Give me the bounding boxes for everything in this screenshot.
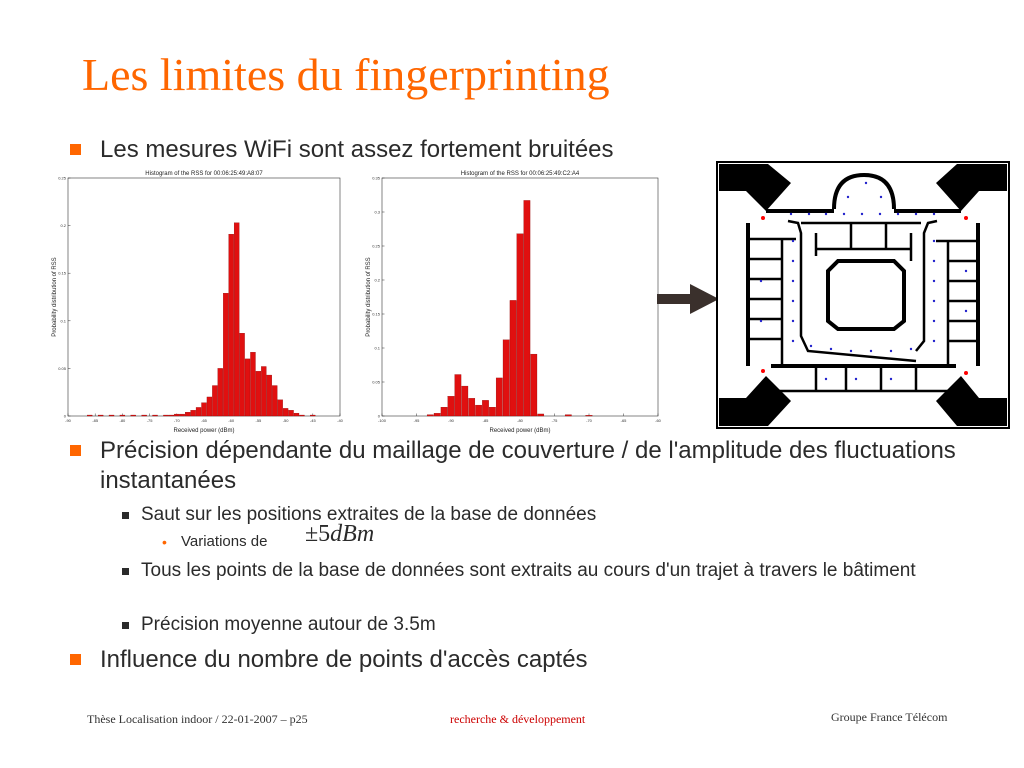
histogram-chart-2: [362, 170, 662, 435]
bullet-text: Influence du nombre de points d'accès captés: [100, 646, 588, 673]
slide-title: Les limites du fingerprinting: [82, 49, 610, 100]
x-tick-label: -80: [517, 418, 523, 423]
histogram-bar: [196, 407, 201, 416]
x-tick-label: -80: [119, 418, 126, 423]
y-tick-label: 0.05: [372, 379, 380, 385]
histogram-bar: [462, 386, 468, 416]
sub-bullet-text: Tous les points de la base de données sont extraits au cours d'un trajet à travers le bâtiment: [141, 560, 916, 581]
building-floor-plan: [716, 161, 1010, 429]
plot-area: [68, 178, 340, 416]
footer-center: recherche & développement: [450, 712, 586, 726]
histogram-bar: [448, 396, 454, 416]
chart-title: Histogram of the RSS for 00:06:25:49:C2:A4: [460, 171, 580, 177]
footer-right: Groupe France Télécom: [831, 710, 948, 724]
histogram-bar: [517, 234, 523, 416]
y-tick-label: 0.15: [58, 270, 66, 276]
sub-bullet-text: Saut sur les positions extraites de la base de données: [141, 504, 597, 525]
y-axis-label: Probability distribution of RSS: [366, 257, 372, 337]
x-tick-label: -65: [201, 418, 207, 423]
histogram-bar: [109, 415, 114, 416]
histogram-bar: [503, 340, 509, 416]
histogram-bar: [510, 300, 516, 416]
histogram-bar: [586, 415, 592, 416]
histogram-bar: [218, 368, 223, 416]
x-tick-label: -75: [551, 418, 558, 423]
square-bullet-icon: [122, 512, 129, 519]
x-tick-label: -60: [655, 418, 661, 423]
histogram-bar: [245, 359, 250, 416]
x-tick-label: -50: [282, 418, 289, 423]
histogram-bar: [207, 397, 212, 416]
histogram-bar: [87, 415, 92, 416]
sub-sub-bullet-text: Variations de: [181, 533, 268, 550]
histogram-bar: [180, 414, 185, 416]
x-tick-label: -90: [65, 418, 71, 423]
square-bullet-icon: [122, 622, 129, 629]
histogram-chart-1: [50, 170, 345, 435]
histogram-bar: [278, 400, 283, 416]
histogram-bar: [234, 223, 239, 416]
y-tick-label: 0: [63, 413, 66, 419]
dot-bullet-icon: •: [162, 534, 167, 550]
right-arrow-icon: [657, 284, 719, 314]
histogram-bar: [174, 414, 179, 416]
histogram-bar: [434, 413, 440, 416]
x-tick-label: -70: [586, 418, 592, 423]
footer-left: Thèse Localisation indoor / 22-01-2007 – p25: [87, 712, 308, 726]
formula-unit: dBm: [330, 521, 375, 547]
formula-sign: ±5: [305, 521, 331, 547]
histogram-bar: [142, 415, 147, 416]
y-axis-label: Probability distribution of RSS: [52, 257, 58, 337]
y-tick-label: 0.1: [60, 318, 66, 324]
histogram-bar: [201, 403, 206, 416]
histogram-bar: [191, 410, 196, 416]
x-tick-label: -45: [309, 418, 316, 423]
histogram-bar: [240, 333, 245, 416]
histogram-bar: [185, 412, 190, 416]
bullet-text: Précision dépendante du maillage de couverture / de l'amplitude des fluctuations instantanées: [100, 437, 956, 494]
y-tick-label: 0.15: [372, 311, 380, 317]
histogram-bar: [120, 415, 125, 416]
histogram-bar: [565, 415, 571, 416]
histogram-bar: [294, 413, 299, 416]
y-tick-label: 0: [377, 413, 380, 419]
histogram-bar: [212, 386, 217, 416]
x-tick-label: -90: [448, 418, 454, 423]
x-tick-label: -40: [337, 418, 343, 423]
x-tick-label: -70: [173, 418, 180, 423]
histogram-bar: [496, 378, 502, 416]
y-tick-label: 0.25: [372, 243, 380, 249]
histogram-bar: [283, 408, 288, 416]
histogram-bar: [223, 293, 228, 416]
x-axis-label: Received power (dBm): [173, 428, 235, 434]
square-bullet-icon: [70, 654, 81, 665]
y-tick-label: 0.05: [58, 365, 66, 371]
square-bullet-icon: [122, 568, 129, 575]
x-tick-label: -55: [255, 418, 262, 423]
histogram-bar: [267, 375, 272, 416]
histogram-bar: [153, 415, 158, 416]
x-axis-label: Received power (dBm): [489, 428, 551, 434]
y-tick-label: 0.2: [60, 223, 66, 229]
histogram-bar: [131, 415, 136, 416]
histogram-bar: [250, 352, 255, 416]
histogram-bar: [289, 410, 294, 416]
histogram-bar: [299, 415, 304, 416]
square-bullet-icon: [70, 445, 81, 456]
histogram-bar: [229, 234, 234, 416]
histogram-bar: [427, 415, 433, 416]
y-tick-label: 0.35: [372, 175, 380, 181]
square-bullet-icon: [70, 144, 81, 155]
histogram-bar: [261, 366, 266, 416]
histogram-bar: [489, 407, 495, 416]
histogram-bar: [272, 386, 277, 416]
x-tick-label: -60: [228, 418, 235, 423]
histogram-bar: [256, 371, 261, 416]
histogram-bar: [98, 415, 103, 416]
histogram-bar: [310, 415, 315, 416]
histogram-bar: [169, 415, 174, 416]
x-tick-label: -65: [620, 418, 627, 423]
histogram-bar: [538, 414, 544, 416]
y-tick-label: 0.25: [58, 175, 66, 181]
y-tick-label: 0.3: [374, 209, 380, 215]
bullet-text: Les mesures WiFi sont assez fortement bruitées: [100, 136, 614, 163]
histogram-bar: [475, 405, 481, 416]
variation-formula: [305, 521, 375, 547]
y-tick-label: 0.1: [374, 345, 380, 351]
histogram-bar: [163, 415, 168, 416]
histogram-bar: [524, 200, 530, 416]
histogram-bar: [469, 398, 475, 416]
histogram-bar: [441, 407, 447, 416]
sub-bullet-text: Précision moyenne autour de 3.5m: [141, 614, 436, 635]
histogram-bar: [531, 354, 537, 416]
x-tick-label: -100: [377, 418, 387, 423]
x-tick-label: -85: [482, 418, 489, 423]
x-tick-label: -95: [413, 418, 420, 423]
x-tick-label: -75: [146, 418, 153, 423]
histogram-bar: [455, 375, 461, 416]
x-tick-label: -85: [92, 418, 99, 423]
y-tick-label: 0.2: [374, 277, 380, 283]
chart-title: Histogram of the RSS for 00:06:25:49:A8:07: [145, 171, 263, 177]
histogram-bar: [482, 400, 488, 416]
